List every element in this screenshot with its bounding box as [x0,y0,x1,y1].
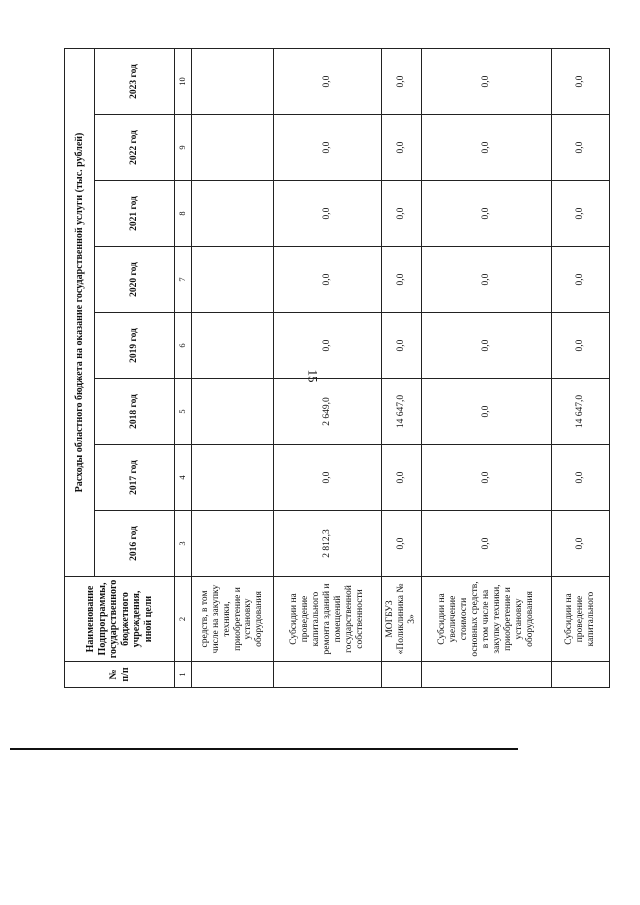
page-number: 15 [305,369,321,383]
row-value: 0,0 [382,49,422,115]
row-value: 0,0 [274,49,382,115]
row-value [192,115,274,181]
row-value: 0,0 [552,511,610,577]
row-value: 0,0 [274,445,382,511]
row-value: 2 812,3 [274,511,382,577]
row-value: 0,0 [552,181,610,247]
row-value: 0,0 [422,379,552,445]
row-name: Субсидии на проведение капитального ремонта зданий и помещений государственной собственности [274,577,382,662]
row-value: 0,0 [552,445,610,511]
index-cell: 3 [175,511,192,577]
row-value: 14 647,0 [552,379,610,445]
table-row [422,49,552,688]
row-value: 0,0 [422,313,552,379]
row-value: 0,0 [382,445,422,511]
row-value [192,511,274,577]
year-header: 2022 год [95,115,175,181]
row-value: 0,0 [382,181,422,247]
row-value [192,247,274,313]
row-number [552,662,610,688]
row-value [192,181,274,247]
row-value: 0,0 [274,313,382,379]
row-value [192,445,274,511]
index-cell: 7 [175,247,192,313]
row-value: 0,0 [422,181,552,247]
row-value: 0,0 [382,247,422,313]
index-cell: 10 [175,49,192,115]
row-value: 0,0 [422,49,552,115]
index-cell: 2 [175,577,192,662]
index-cell: 6 [175,313,192,379]
row-value: 0,0 [552,313,610,379]
index-row [175,49,192,688]
rotated-table-inner [64,49,600,688]
row-value: 0,0 [422,115,552,181]
row-value: 0,0 [382,511,422,577]
table-row [382,49,422,688]
row-name: МОГБУЗ «Поликлиника № 3» [382,577,422,662]
header-name: Наименование Подпрограммы, государственного бюджетного учреждения, иной цели [65,577,175,662]
row-value: 2 649,0 [274,379,382,445]
header-expenses-group: Расходы областного бюджета на оказание государственной услуги (тыс. рублей) [65,49,95,577]
budget-table [64,48,610,688]
row-name: Субсидии на проведение капитального [552,577,610,662]
row-value: 0,0 [552,247,610,313]
row-number [422,662,552,688]
year-header: 2023 год [95,49,175,115]
year-header: 2019 год [95,313,175,379]
row-number [192,662,274,688]
table-row [552,49,610,688]
index-cell: 9 [175,115,192,181]
row-value [192,379,274,445]
row-value: 0,0 [274,181,382,247]
year-header: 2017 год [95,445,175,511]
index-cell: 4 [175,445,192,511]
index-cell: 5 [175,379,192,445]
index-cell: 1 [175,662,192,688]
row-name: Субсидии на увеличение стоимости основных средств, в том числе на закупку техники, приобретение и установку оборудования [422,577,552,662]
index-cell: 8 [175,181,192,247]
row-value [192,49,274,115]
header-number: № п/п [65,662,175,688]
row-value [192,313,274,379]
row-value: 0,0 [552,49,610,115]
row-number [382,662,422,688]
table-row [192,49,274,688]
row-value: 0,0 [382,313,422,379]
row-name: средств, в том числе на закупку техники, приобретение и установку оборудования [192,577,274,662]
row-value: 0,0 [552,115,610,181]
year-header: 2021 год [95,181,175,247]
row-value: 0,0 [422,445,552,511]
horizontal-rule [10,748,518,750]
row-number [274,662,382,688]
row-value: 0,0 [274,115,382,181]
row-value: 14 647,0 [382,379,422,445]
row-value: 0,0 [422,247,552,313]
table-row [274,49,382,688]
year-header: 2018 год [95,379,175,445]
row-value: 0,0 [274,247,382,313]
row-value: 0,0 [382,115,422,181]
year-header: 2020 год [95,247,175,313]
rotated-table-container [64,49,600,688]
row-value: 0,0 [422,511,552,577]
year-header: 2016 год [95,511,175,577]
